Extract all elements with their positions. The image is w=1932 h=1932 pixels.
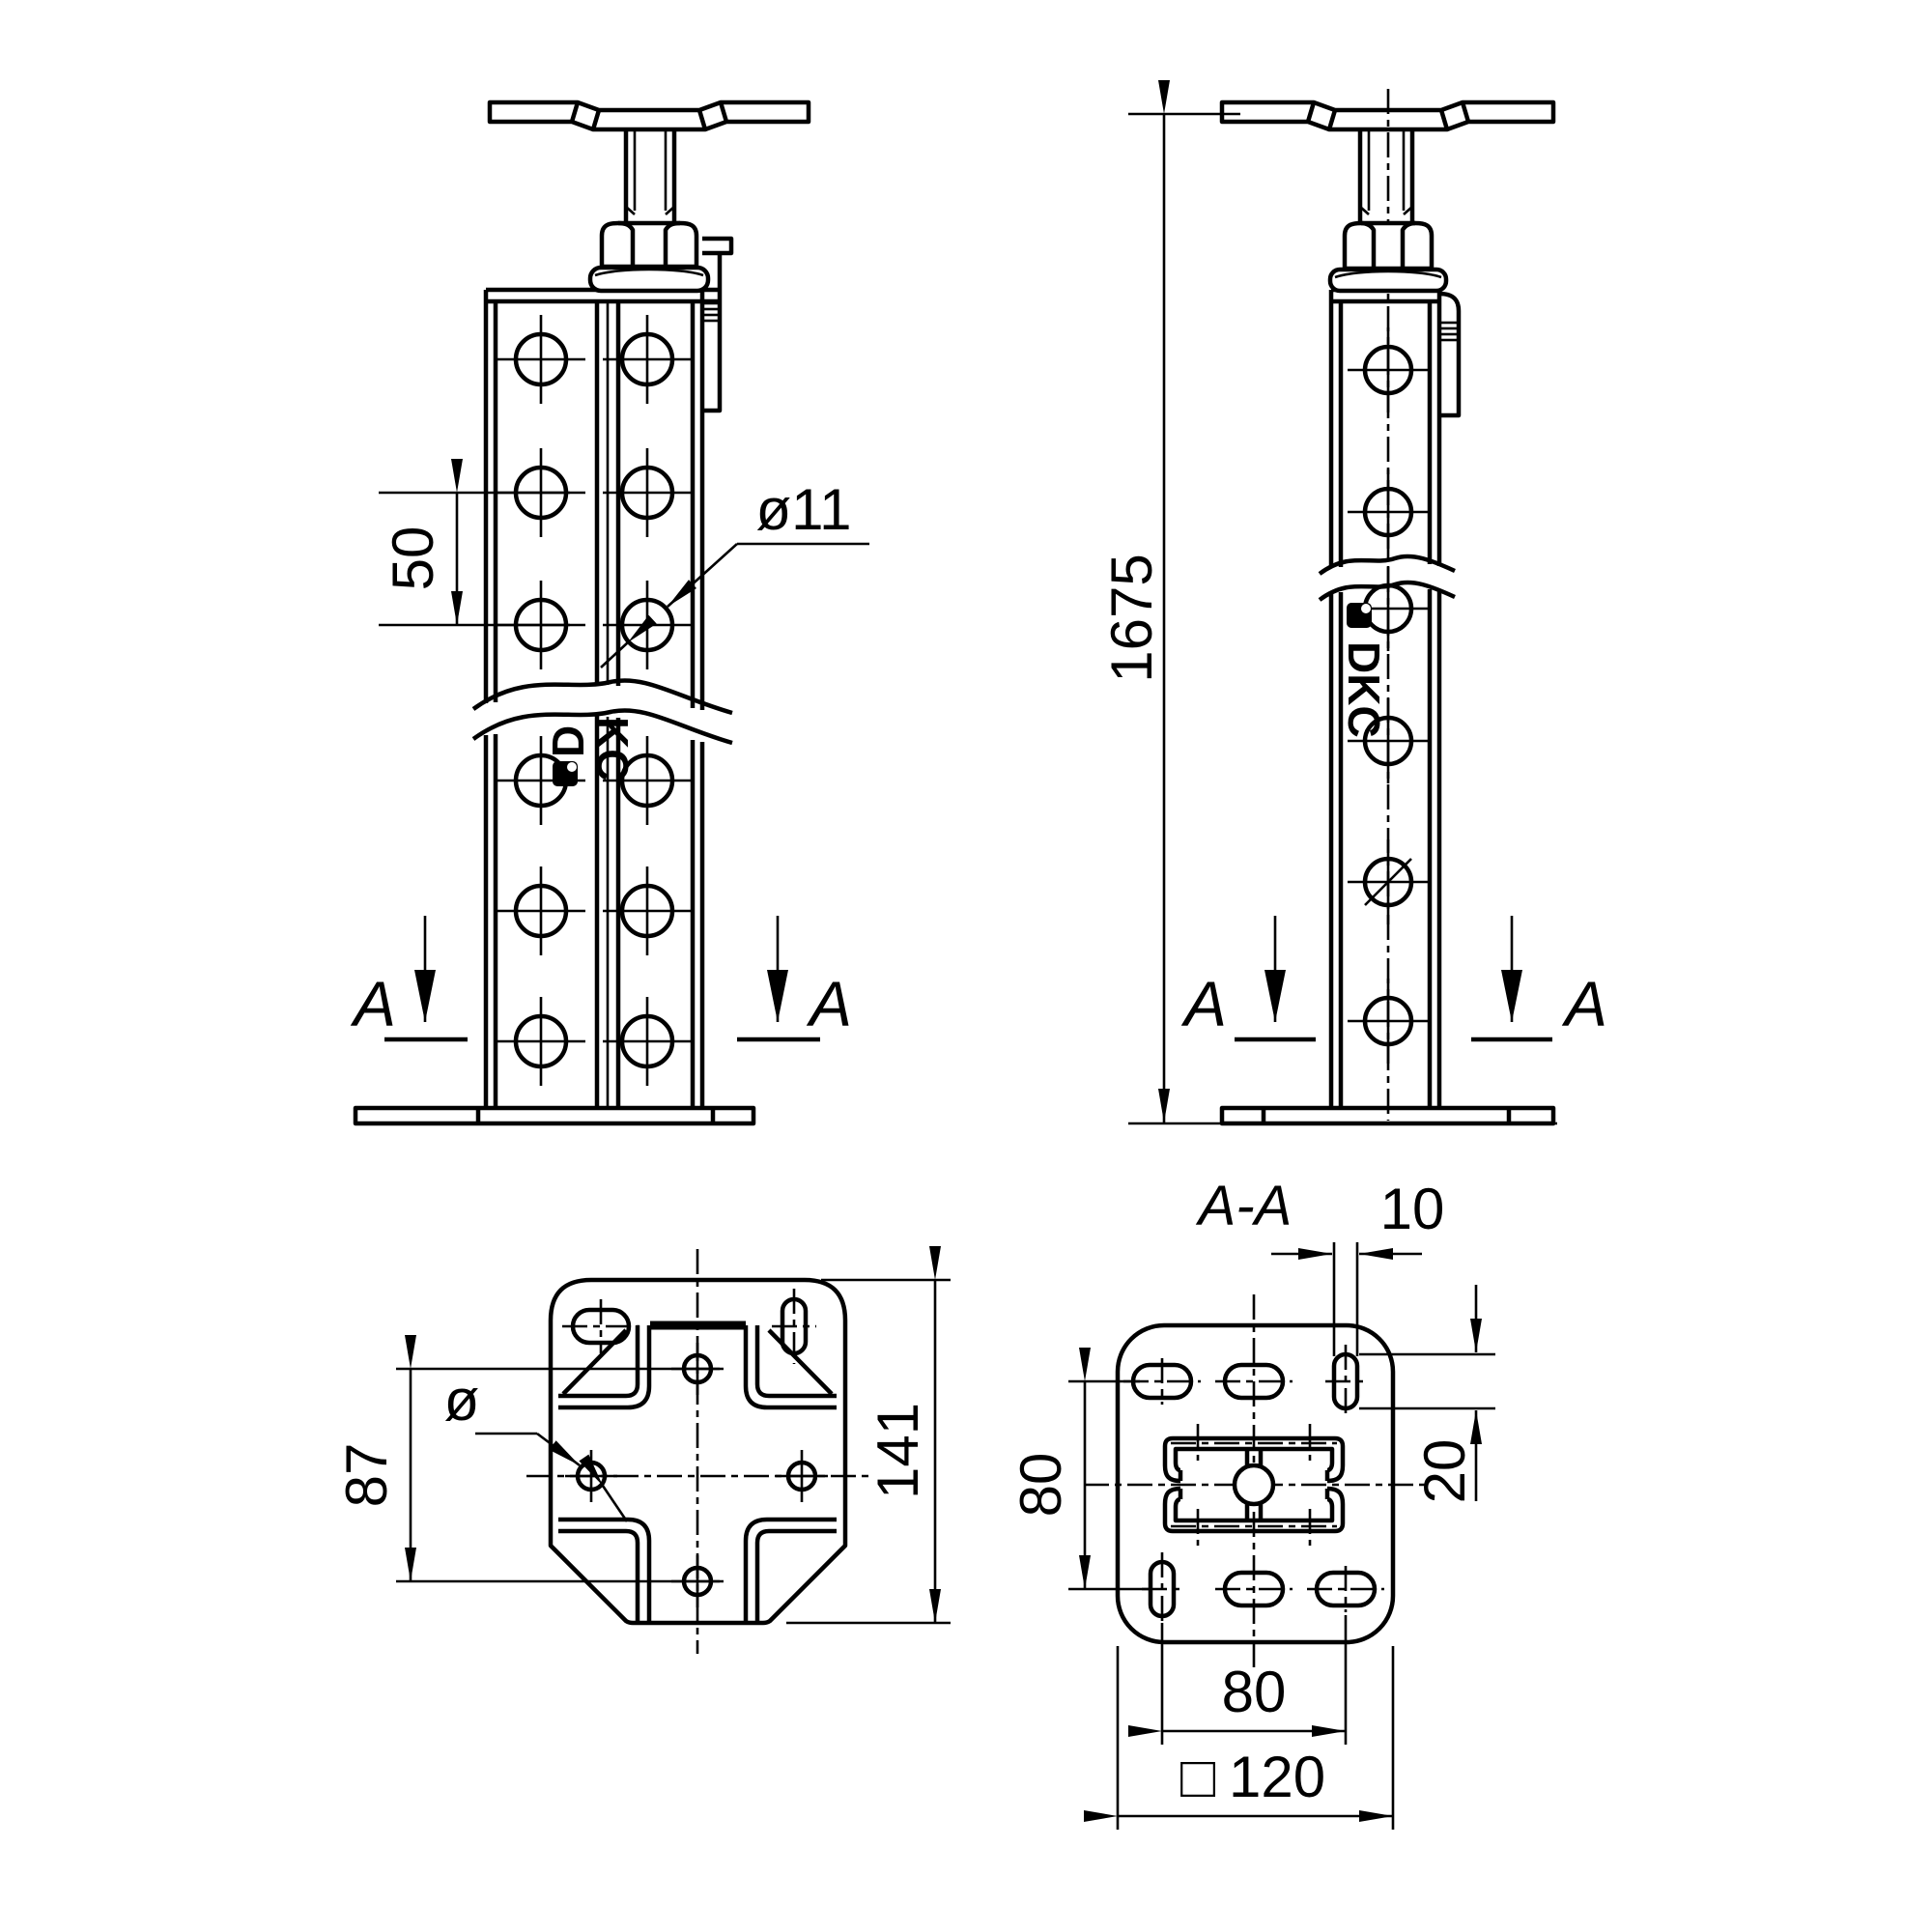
dim-label-80h: 80 bbox=[1221, 1660, 1287, 1724]
dim-label-1675: 1675 bbox=[1099, 554, 1164, 683]
brand-text: DKC bbox=[1339, 641, 1389, 738]
dim-label-80v: 80 bbox=[1009, 1452, 1073, 1518]
dim-label-20: 20 bbox=[1412, 1438, 1477, 1504]
callout-hole-diameter bbox=[601, 477, 869, 668]
brand-logo bbox=[1339, 603, 1389, 738]
brand-text-line2: KC bbox=[587, 717, 638, 781]
section-marker-right bbox=[737, 916, 852, 1039]
brand-text-line1: D bbox=[543, 724, 593, 757]
dim-label-120: 120 bbox=[1229, 1745, 1326, 1809]
section-label-A: A bbox=[353, 968, 397, 1039]
base-plan-view bbox=[334, 1249, 951, 1654]
base-plate-edge bbox=[355, 1108, 753, 1123]
section-marker-left bbox=[350, 916, 468, 1039]
section-marker-right bbox=[1471, 916, 1607, 1039]
column-upper bbox=[1331, 290, 1439, 568]
section-label-A: A bbox=[1564, 968, 1608, 1039]
threaded-rod bbox=[626, 129, 674, 225]
dim-label-141: 141 bbox=[866, 1402, 930, 1500]
washer-collar bbox=[1330, 270, 1446, 291]
side-bracket bbox=[1439, 294, 1459, 415]
dimension-slot-width bbox=[1271, 1177, 1444, 1356]
washer-collar bbox=[590, 268, 708, 291]
rod-hole bbox=[1235, 1465, 1273, 1504]
dimension-plate-length bbox=[786, 1280, 951, 1623]
dimension-slot-length bbox=[1359, 1285, 1495, 1503]
section-marker-left bbox=[1180, 916, 1316, 1039]
front-view bbox=[350, 102, 869, 1123]
section-label-A: A bbox=[809, 968, 853, 1039]
dim-label-dia: ø bbox=[443, 1368, 480, 1433]
brand-logo bbox=[543, 717, 638, 786]
base-plate-edge bbox=[1128, 1108, 1557, 1123]
square-symbol: □ bbox=[1179, 1745, 1216, 1809]
section-label-A: A bbox=[1183, 968, 1228, 1039]
callout-hole-diameter bbox=[444, 1368, 627, 1521]
side-bracket bbox=[702, 239, 731, 411]
dim-label-87: 87 bbox=[334, 1442, 399, 1508]
threaded-rod bbox=[1360, 129, 1412, 225]
hex-nut bbox=[1345, 223, 1432, 269]
dim-label-o11: ø11 bbox=[755, 477, 852, 542]
top-plate bbox=[490, 102, 809, 129]
section-view bbox=[1009, 1175, 1495, 1830]
hex-nut bbox=[602, 223, 696, 267]
dim-label-50: 50 bbox=[381, 526, 445, 591]
section-title: A-A bbox=[1198, 1175, 1293, 1237]
dim-label-10: 10 bbox=[1379, 1177, 1445, 1241]
hole-pattern bbox=[497, 315, 692, 1086]
side-view bbox=[1099, 89, 1607, 1123]
